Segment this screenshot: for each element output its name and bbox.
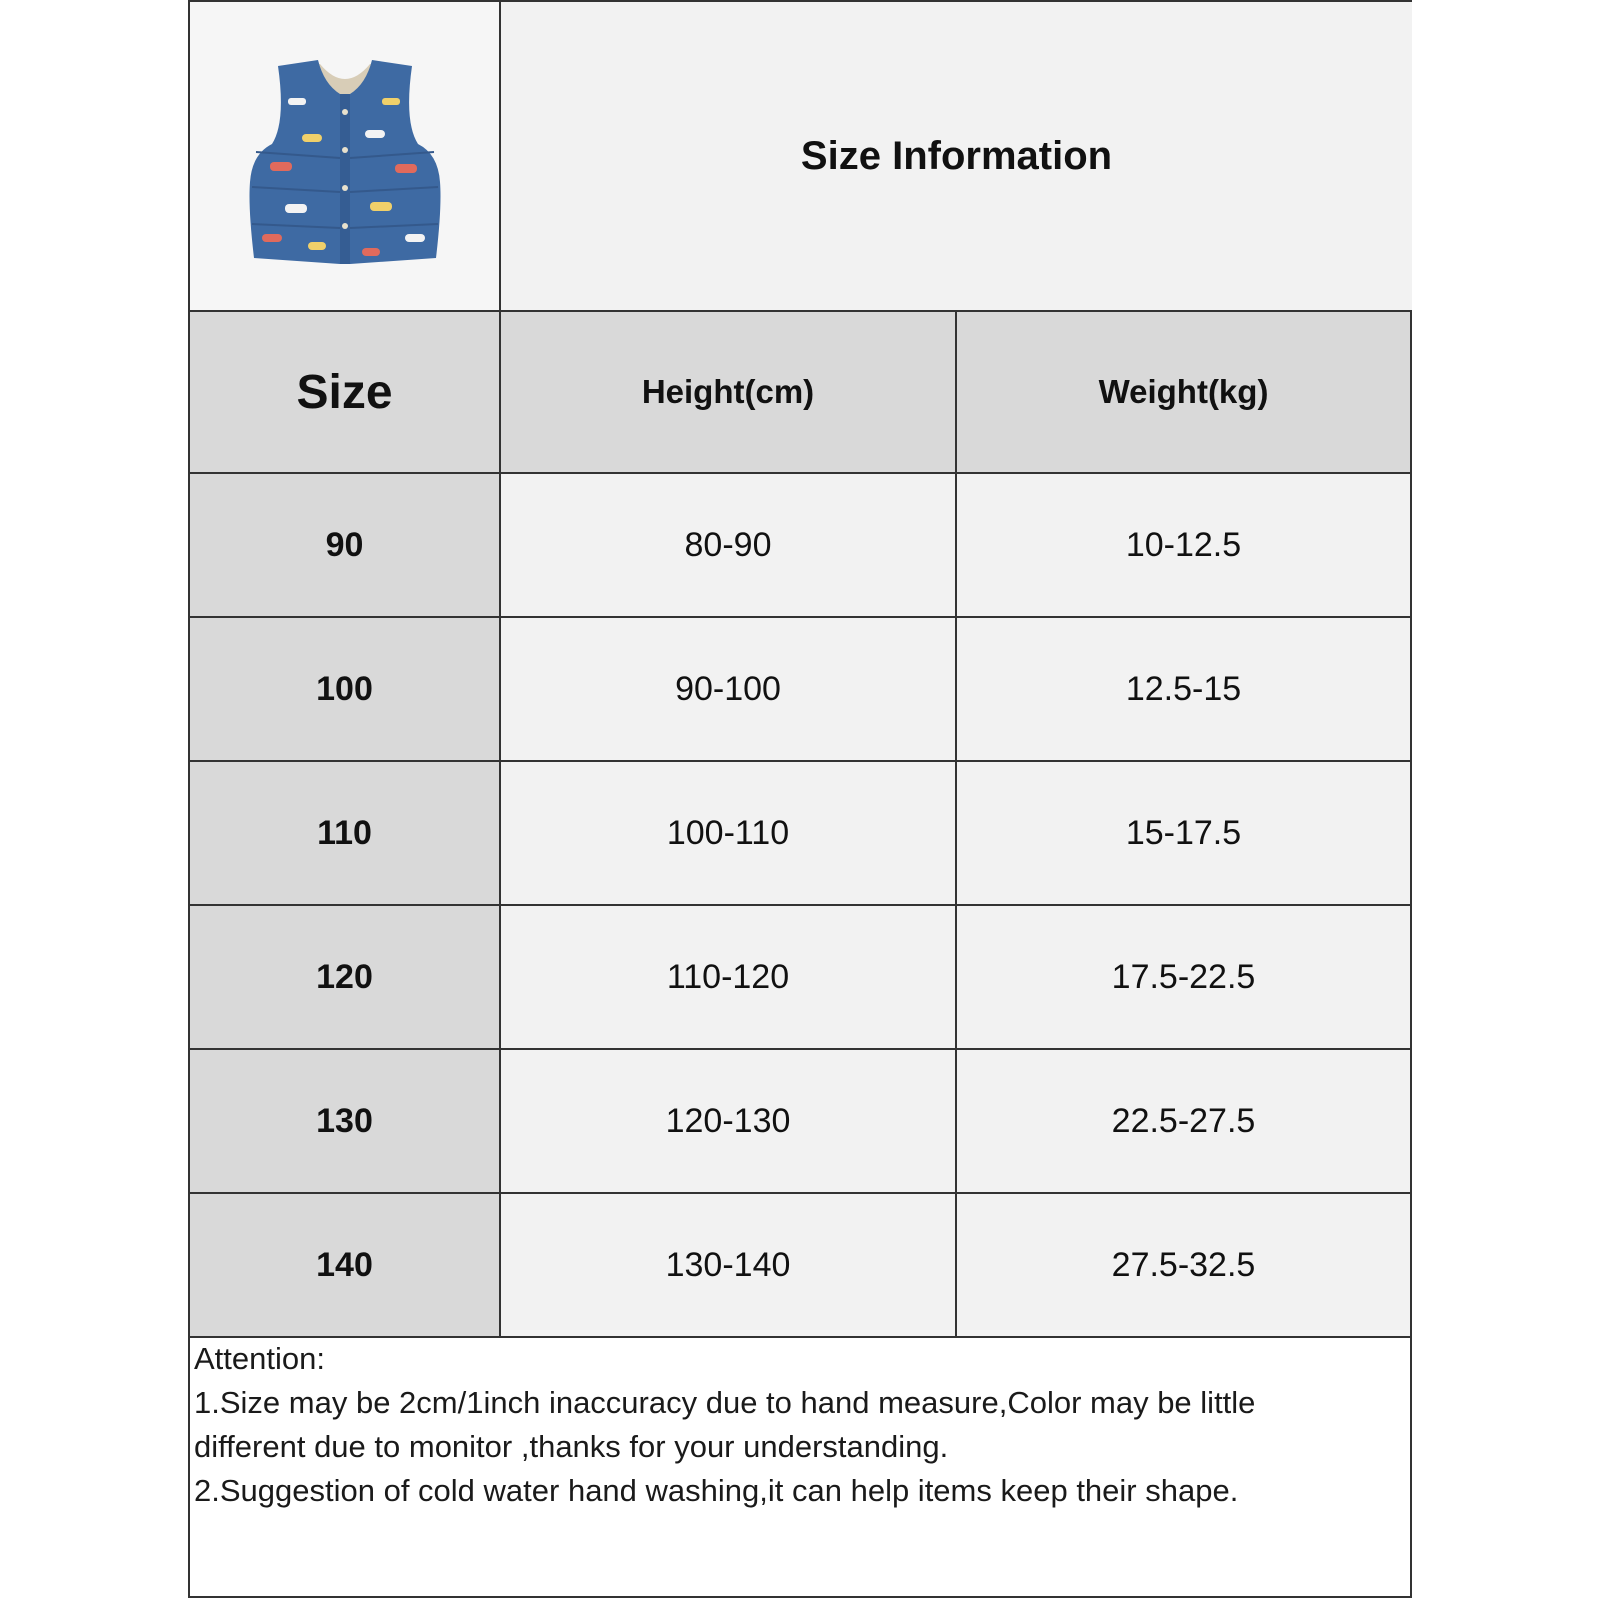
table-row xyxy=(190,906,1410,1050)
attention-notes xyxy=(194,1337,1394,1513)
notes-heading: Attention: xyxy=(194,1341,325,1376)
column-header-weight: Weight(kg) xyxy=(957,312,1410,472)
height-cell: 90-100 xyxy=(501,618,957,760)
weight-cell: 10-12.5 xyxy=(957,474,1410,616)
note-line: different due to monitor ,thanks for your understanding. xyxy=(194,1429,949,1464)
vest-icon xyxy=(190,2,501,312)
page-title: Size Information xyxy=(800,133,1113,178)
size-cell: 120 xyxy=(190,906,501,1048)
height-cell: 110-120 xyxy=(501,906,957,1048)
height-cell: 120-130 xyxy=(501,1050,957,1192)
table-row xyxy=(190,474,1410,618)
table-row xyxy=(190,618,1410,762)
size-cell: 140 xyxy=(190,1194,501,1336)
table-row xyxy=(190,1194,1410,1338)
weight-cell: 22.5-27.5 xyxy=(957,1050,1410,1192)
weight-cell: 27.5-32.5 xyxy=(957,1194,1410,1336)
note-line: 2.Suggestion of cold water hand washing,it can help items keep their shape. xyxy=(194,1473,1239,1508)
weight-cell: 12.5-15 xyxy=(957,618,1410,760)
table-row xyxy=(190,1050,1410,1194)
size-cell: 110 xyxy=(190,762,501,904)
height-cell: 130-140 xyxy=(501,1194,957,1336)
height-cell: 100-110 xyxy=(501,762,957,904)
size-table xyxy=(190,312,1410,1338)
weight-cell: 17.5-22.5 xyxy=(957,906,1410,1048)
size-cell: 130 xyxy=(190,1050,501,1192)
size-cell: 90 xyxy=(190,474,501,616)
title-cell xyxy=(501,2,1412,312)
size-chart-sheet xyxy=(188,0,1412,1598)
weight-cell: 15-17.5 xyxy=(957,762,1410,904)
table-row xyxy=(190,762,1410,906)
table-header-row xyxy=(190,312,1410,474)
note-line: 1.Size may be 2cm/1inch inaccuracy due to hand measure,Color may be little xyxy=(194,1385,1256,1420)
product-photo-cell xyxy=(190,2,501,312)
size-cell: 100 xyxy=(190,618,501,760)
column-header-height: Height(cm) xyxy=(501,312,957,472)
column-header-size: Size xyxy=(190,312,501,472)
height-cell: 80-90 xyxy=(501,474,957,616)
